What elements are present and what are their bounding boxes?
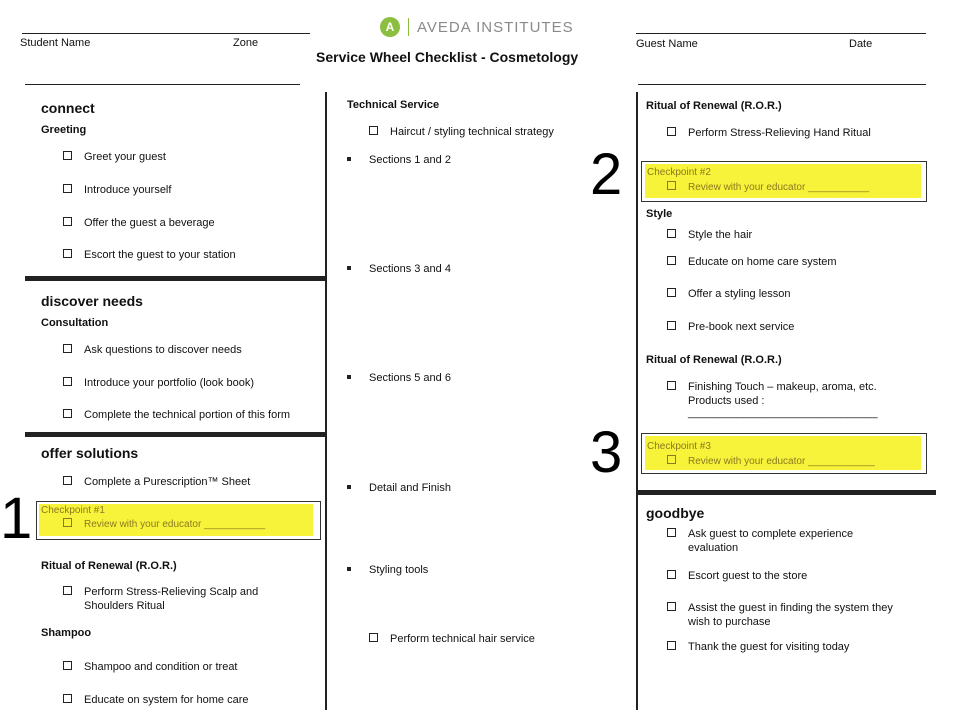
style-subheading: Style [646, 208, 673, 220]
shampoo-subheading: Shampoo [41, 627, 92, 639]
aveda-logo [380, 17, 574, 37]
column-divider-right [636, 92, 638, 710]
list-item[interactable]: Ask questions to discover needs [63, 344, 242, 356]
checkpoint-3-title: Checkpoint #3 [647, 441, 711, 452]
products-used-label: Products used : [688, 395, 765, 407]
list-item[interactable]: Educate on home care system [667, 256, 837, 268]
list-item[interactable]: Greet your guest [63, 151, 166, 163]
checkbox-icon[interactable] [369, 126, 378, 135]
list-item[interactable]: Haircut / styling technical strategy [369, 126, 554, 138]
zone-label: Zone [233, 37, 259, 49]
checkbox-icon[interactable] [667, 321, 676, 330]
logo-text: AVEDA INSTITUTES [417, 18, 574, 36]
marker-3: 3 [590, 420, 623, 485]
list-item[interactable]: Perform Stress-Relieving Hand Ritual [667, 127, 871, 139]
bullet-icon [347, 266, 351, 270]
bullet-item: Sections 1 and 2 [347, 154, 451, 166]
list-item[interactable]: Escort the guest to your station [63, 249, 236, 261]
bullet-icon [347, 157, 351, 161]
list-item[interactable]: Finishing Touch – makeup, aroma, etc. [667, 381, 877, 393]
list-item[interactable]: Style the hair [667, 229, 752, 241]
checkbox-icon[interactable] [63, 151, 72, 160]
checkbox-icon[interactable] [667, 127, 676, 136]
guest-name-label: Guest Name [636, 38, 698, 50]
list-item[interactable]: Educate on system for home care [63, 694, 248, 706]
checkbox-icon[interactable] [63, 694, 72, 703]
offer-solutions-heading: offer solutions [41, 445, 139, 461]
ror-subheading: Ritual of Renewal (R.O.R.) [41, 560, 177, 572]
checkbox-icon[interactable] [63, 518, 72, 527]
column-divider-left [325, 92, 327, 710]
checkbox-icon[interactable] [63, 377, 72, 386]
bullet-item: Sections 5 and 6 [347, 372, 451, 384]
technical-service-heading: Technical Service [347, 99, 440, 111]
checkpoint-2-item[interactable]: Review with your educator ___________ [667, 181, 869, 193]
checkbox-icon[interactable] [63, 409, 72, 418]
list-item[interactable]: Perform Stress-Relieving Scalp and [63, 586, 258, 598]
list-item[interactable]: Ask guest to complete experience [667, 528, 853, 540]
checkbox-icon[interactable] [369, 633, 378, 642]
consultation-subheading: Consultation [41, 317, 109, 329]
list-item[interactable]: Thank the guest for visiting today [667, 641, 849, 653]
greeting-subheading: Greeting [41, 124, 87, 136]
logo-divider [408, 18, 409, 36]
list-item[interactable]: Complete the technical portion of this form [63, 409, 290, 421]
guest-name-line [636, 33, 926, 34]
header-rule-left [25, 84, 300, 85]
bullet-item: Detail and Finish [347, 482, 451, 494]
checkbox-icon[interactable] [63, 217, 72, 226]
page-title: Service Wheel Checklist - Cosmetology [316, 49, 579, 65]
section-rule [25, 432, 325, 437]
bullet-icon [347, 485, 351, 489]
checkbox-icon[interactable] [63, 184, 72, 193]
marker-2: 2 [590, 142, 623, 207]
checkpoint-2-title: Checkpoint #2 [647, 167, 711, 178]
list-item-continuation: wish to purchase [688, 616, 771, 628]
list-item[interactable]: Introduce yourself [63, 184, 171, 196]
connect-heading: connect [41, 100, 95, 116]
checkpoint-1-title: Checkpoint #1 [41, 505, 105, 516]
list-item[interactable]: Offer a styling lesson [667, 288, 791, 300]
date-label: Date [849, 38, 873, 50]
goodbye-heading: goodbye [646, 505, 705, 521]
checkpoint-3-border [641, 433, 927, 474]
student-name-label: Student Name [20, 37, 91, 49]
discover-needs-heading: discover needs [41, 293, 143, 309]
checkbox-icon[interactable] [667, 381, 676, 390]
checkpoint-3-item[interactable]: Review with your educator ____________ [667, 455, 875, 467]
checkbox-icon[interactable] [667, 229, 676, 238]
checkbox-icon[interactable] [63, 476, 72, 485]
list-item[interactable]: Introduce your portfolio (look book) [63, 377, 254, 389]
checkbox-icon[interactable] [63, 661, 72, 670]
checkbox-icon[interactable] [667, 181, 676, 190]
checkbox-icon[interactable] [667, 570, 676, 579]
checkbox-icon[interactable] [667, 455, 676, 464]
student-name-line [22, 33, 310, 34]
products-used-line[interactable]: _______________________________ [688, 407, 878, 419]
checkbox-icon[interactable] [667, 288, 676, 297]
ror-subheading: Ritual of Renewal (R.O.R.) [646, 100, 782, 112]
ror-subheading: Ritual of Renewal (R.O.R.) [646, 354, 782, 366]
checkpoint-1-item[interactable]: Review with your educator ___________ [63, 518, 265, 530]
list-item[interactable]: Complete a Purescription™ Sheet [63, 476, 250, 488]
list-item[interactable]: Assist the guest in finding the system they [667, 602, 893, 614]
list-item-continuation: Shoulders Ritual [84, 600, 165, 612]
section-rule [638, 490, 936, 495]
list-item[interactable]: Shampoo and condition or treat [63, 661, 238, 673]
header-rule-right [638, 84, 926, 85]
aveda-logo-icon: A [380, 17, 400, 37]
bullet-item: Styling tools [347, 564, 428, 576]
checkbox-icon[interactable] [667, 528, 676, 537]
bullet-icon [347, 567, 351, 571]
list-item[interactable]: Offer the guest a beverage [63, 217, 215, 229]
list-item-continuation: evaluation [688, 542, 739, 554]
bullet-item: Sections 3 and 4 [347, 263, 451, 275]
marker-1: 1 [0, 486, 33, 551]
list-item[interactable]: Perform technical hair service [369, 633, 535, 645]
list-item[interactable]: Pre-book next service [667, 321, 794, 333]
list-item[interactable]: Escort guest to the store [667, 570, 807, 582]
checkbox-icon[interactable] [63, 344, 72, 353]
section-rule [25, 276, 325, 281]
checkbox-icon[interactable] [63, 586, 72, 595]
checkbox-icon[interactable] [667, 256, 676, 265]
checkbox-icon[interactable] [63, 249, 72, 258]
checkbox-icon[interactable] [667, 641, 676, 650]
bullet-icon [347, 375, 351, 379]
checkbox-icon[interactable] [667, 602, 676, 611]
